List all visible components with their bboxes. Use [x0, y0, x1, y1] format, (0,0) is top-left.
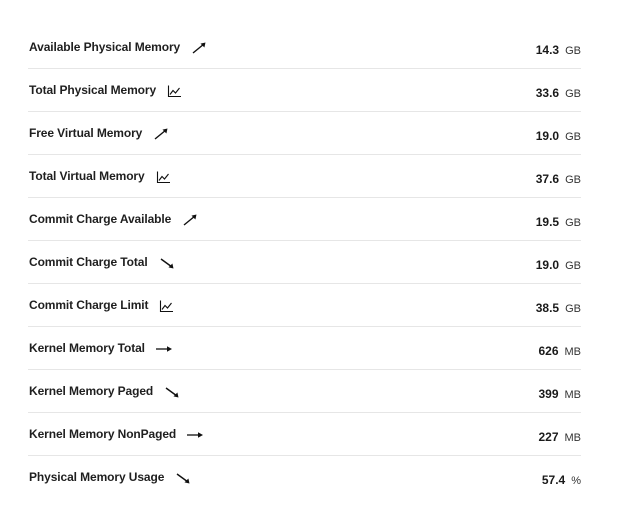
metric-row-free-virtual-memory: [28, 112, 581, 155]
metric-label: Commit Charge Available: [29, 212, 172, 226]
metric-value: 57.4: [541, 473, 566, 487]
trend-down-icon: [174, 471, 192, 485]
chart-line-icon: [158, 299, 176, 313]
metric-label: Free Virtual Memory: [29, 126, 143, 140]
trend-down-icon: [158, 256, 176, 270]
metric-unit: GB: [565, 260, 581, 272]
metric-label: Total Physical Memory: [29, 83, 157, 97]
metric-unit: GB: [565, 217, 581, 229]
metric-unit: GB: [565, 88, 581, 100]
metric-value: 626: [538, 344, 559, 358]
metric-value: 33.6: [535, 86, 560, 100]
metric-row-total-virtual-memory: [28, 155, 581, 198]
metric-label: Kernel Memory Paged: [29, 384, 154, 398]
chart-line-icon: [155, 170, 173, 184]
metric-value: 19.0: [535, 129, 560, 143]
metric-row-kernel-memory-paged: [28, 370, 581, 413]
metric-value: 19.0: [535, 258, 560, 272]
memory-metrics-list: [28, 26, 581, 499]
metric-row-commit-charge-total: [28, 241, 581, 284]
metric-row-commit-charge-available: [28, 198, 581, 241]
metric-label: Kernel Memory Total: [29, 341, 145, 355]
trend-up-icon: [181, 213, 199, 227]
metric-unit: %: [571, 475, 581, 487]
metric-unit: MB: [564, 432, 581, 444]
metric-label: Kernel Memory NonPaged: [29, 427, 177, 441]
metric-value: 19.5: [535, 215, 560, 229]
trend-flat-icon: [186, 428, 204, 442]
metric-label: Physical Memory Usage: [29, 470, 165, 484]
metric-label: Commit Charge Limit: [29, 298, 149, 312]
metric-row-available-physical-memory: [28, 26, 581, 69]
metric-row-total-physical-memory: [28, 69, 581, 112]
metric-unit: GB: [565, 303, 581, 315]
metric-value: 38.5: [535, 301, 560, 315]
trend-up-icon: [190, 41, 208, 55]
trend-down-icon: [163, 385, 181, 399]
metric-label: Commit Charge Total: [29, 255, 148, 269]
metric-label: Available Physical Memory: [29, 40, 181, 54]
metric-unit: MB: [564, 389, 581, 401]
metric-value: 399: [538, 387, 559, 401]
metric-value: 37.6: [535, 172, 560, 186]
metric-row-commit-charge-limit: [28, 284, 581, 327]
metric-label: Total Virtual Memory: [29, 169, 145, 183]
trend-flat-icon: [155, 342, 173, 356]
chart-line-icon: [166, 84, 184, 98]
metric-row-physical-memory-usage: [28, 456, 581, 499]
metric-row-kernel-memory-total: [28, 327, 581, 370]
metric-row-kernel-memory-nonpaged: [28, 413, 581, 456]
metric-unit: GB: [565, 131, 581, 143]
metric-unit: GB: [565, 45, 581, 57]
metric-value: 14.3: [535, 43, 560, 57]
metric-value: 227: [538, 430, 559, 444]
metric-unit: MB: [564, 346, 581, 358]
metric-unit: GB: [565, 174, 581, 186]
trend-up-icon: [152, 127, 170, 141]
